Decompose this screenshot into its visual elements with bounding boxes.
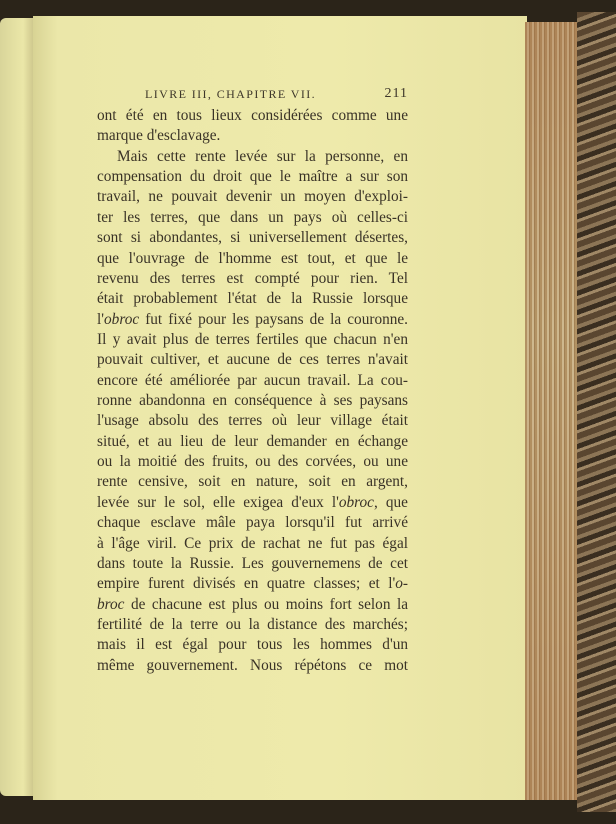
text-segment: fut fixé pour les paysans de la couronne. [139,310,408,328]
text-line [97,595,408,615]
text-segment: mais il est égal pour tous les hommes d'un [97,636,408,654]
running-header [145,87,408,102]
text-segment: marque d'esclavage. [97,127,221,145]
text-segment: que l'ouvrage de l'homme est tout, et que le [97,249,408,267]
page-edges [525,22,577,800]
text-segment: sont si abondantes, si universellement désertes, [97,229,408,247]
italic-term: obroc [104,310,140,328]
text-segment: de chacune est plus ou moins fort selon la [124,595,408,613]
text-line [97,289,408,309]
text-line [97,513,408,533]
marbled-cover [577,12,616,812]
running-title: LIVRE III, CHAPITRE VII. [145,87,317,101]
text-line [97,554,408,574]
text-segment: travail, ne pouvait devenir un moyen d'exploi- [97,188,408,206]
text-line [97,534,408,554]
text-line [97,411,408,431]
text-line [97,452,408,472]
text-line [97,249,408,269]
text-line [97,208,408,228]
text-line [97,126,408,146]
text-line [97,167,408,187]
text-segment: encore été améliorée par aucun travail. La cou- [97,371,408,389]
text-line [97,228,408,248]
text-segment: ont été en tous lieux considérées comme une [97,107,408,124]
text-line [97,635,408,655]
text-segment: dans toute la Russie. Les gouvernemens de cet [97,554,408,572]
text-segment: empire furent divisés en quatre classes; et l' [97,575,396,593]
text-line [97,147,408,167]
italic-term: obroc [338,493,374,511]
page-number: 211 [384,86,408,101]
text-line [97,350,408,370]
text-segment: était probablement l'état de la Russie lorsque [97,290,408,308]
text-segment: ronne abandonna en conséquence à ses paysans [97,392,408,410]
text-segment: l'usage absolu des terres où leur village était [97,412,408,430]
page-text [97,106,408,676]
text-line [97,574,408,594]
text-segment: l' [97,310,105,328]
text-segment: même gouvernement. Nous répétons ce mot [97,656,408,674]
text-segment: compensation du droit que le maître a sur son [97,168,408,186]
text-line [97,330,408,350]
facing-page-edge [0,18,33,796]
text-line [97,493,408,513]
text-line [97,615,408,635]
text-segment: pouvait cultiver, et aucune de ces terres n'avait [97,351,408,369]
text-line [97,187,408,207]
text-segment: ter les terres, que dans un pays où celles-ci [97,208,408,226]
italic-term: o- [395,575,408,593]
text-segment: levée sur le sol, elle exigea d'eux l' [97,493,339,511]
text-segment: Mais cette rente levée sur la personne, en [117,147,408,165]
text-segment: rente censive, soit en nature, soit en argent, [97,473,408,491]
text-line [97,106,408,126]
text-line [97,269,408,289]
text-line [97,310,408,330]
italic-term: broc [97,595,125,613]
text-line [97,391,408,411]
text-segment: ou la moitié des fruits, ou des corvées, ou une [97,453,408,471]
text-segment: situé, et au lieu de leur demander en échange [97,432,408,450]
text-line [97,432,408,452]
text-line [97,656,408,676]
text-line [97,472,408,492]
text-segment: Il y avait plus de terres fertiles que chacun n'en [97,330,408,348]
text-segment: fertilité de la terre ou la distance des marchés; [97,615,408,633]
text-segment: , que [373,493,408,511]
text-segment: chaque esclave mâle paya lorsqu'il fut arrivé [97,514,408,532]
text-segment: à l'âge viril. Ce prix de rachat ne fut pas égal [97,534,408,552]
text-line [97,371,408,391]
text-segment: revenu des terres est compté pour rien. Tel [97,269,408,287]
